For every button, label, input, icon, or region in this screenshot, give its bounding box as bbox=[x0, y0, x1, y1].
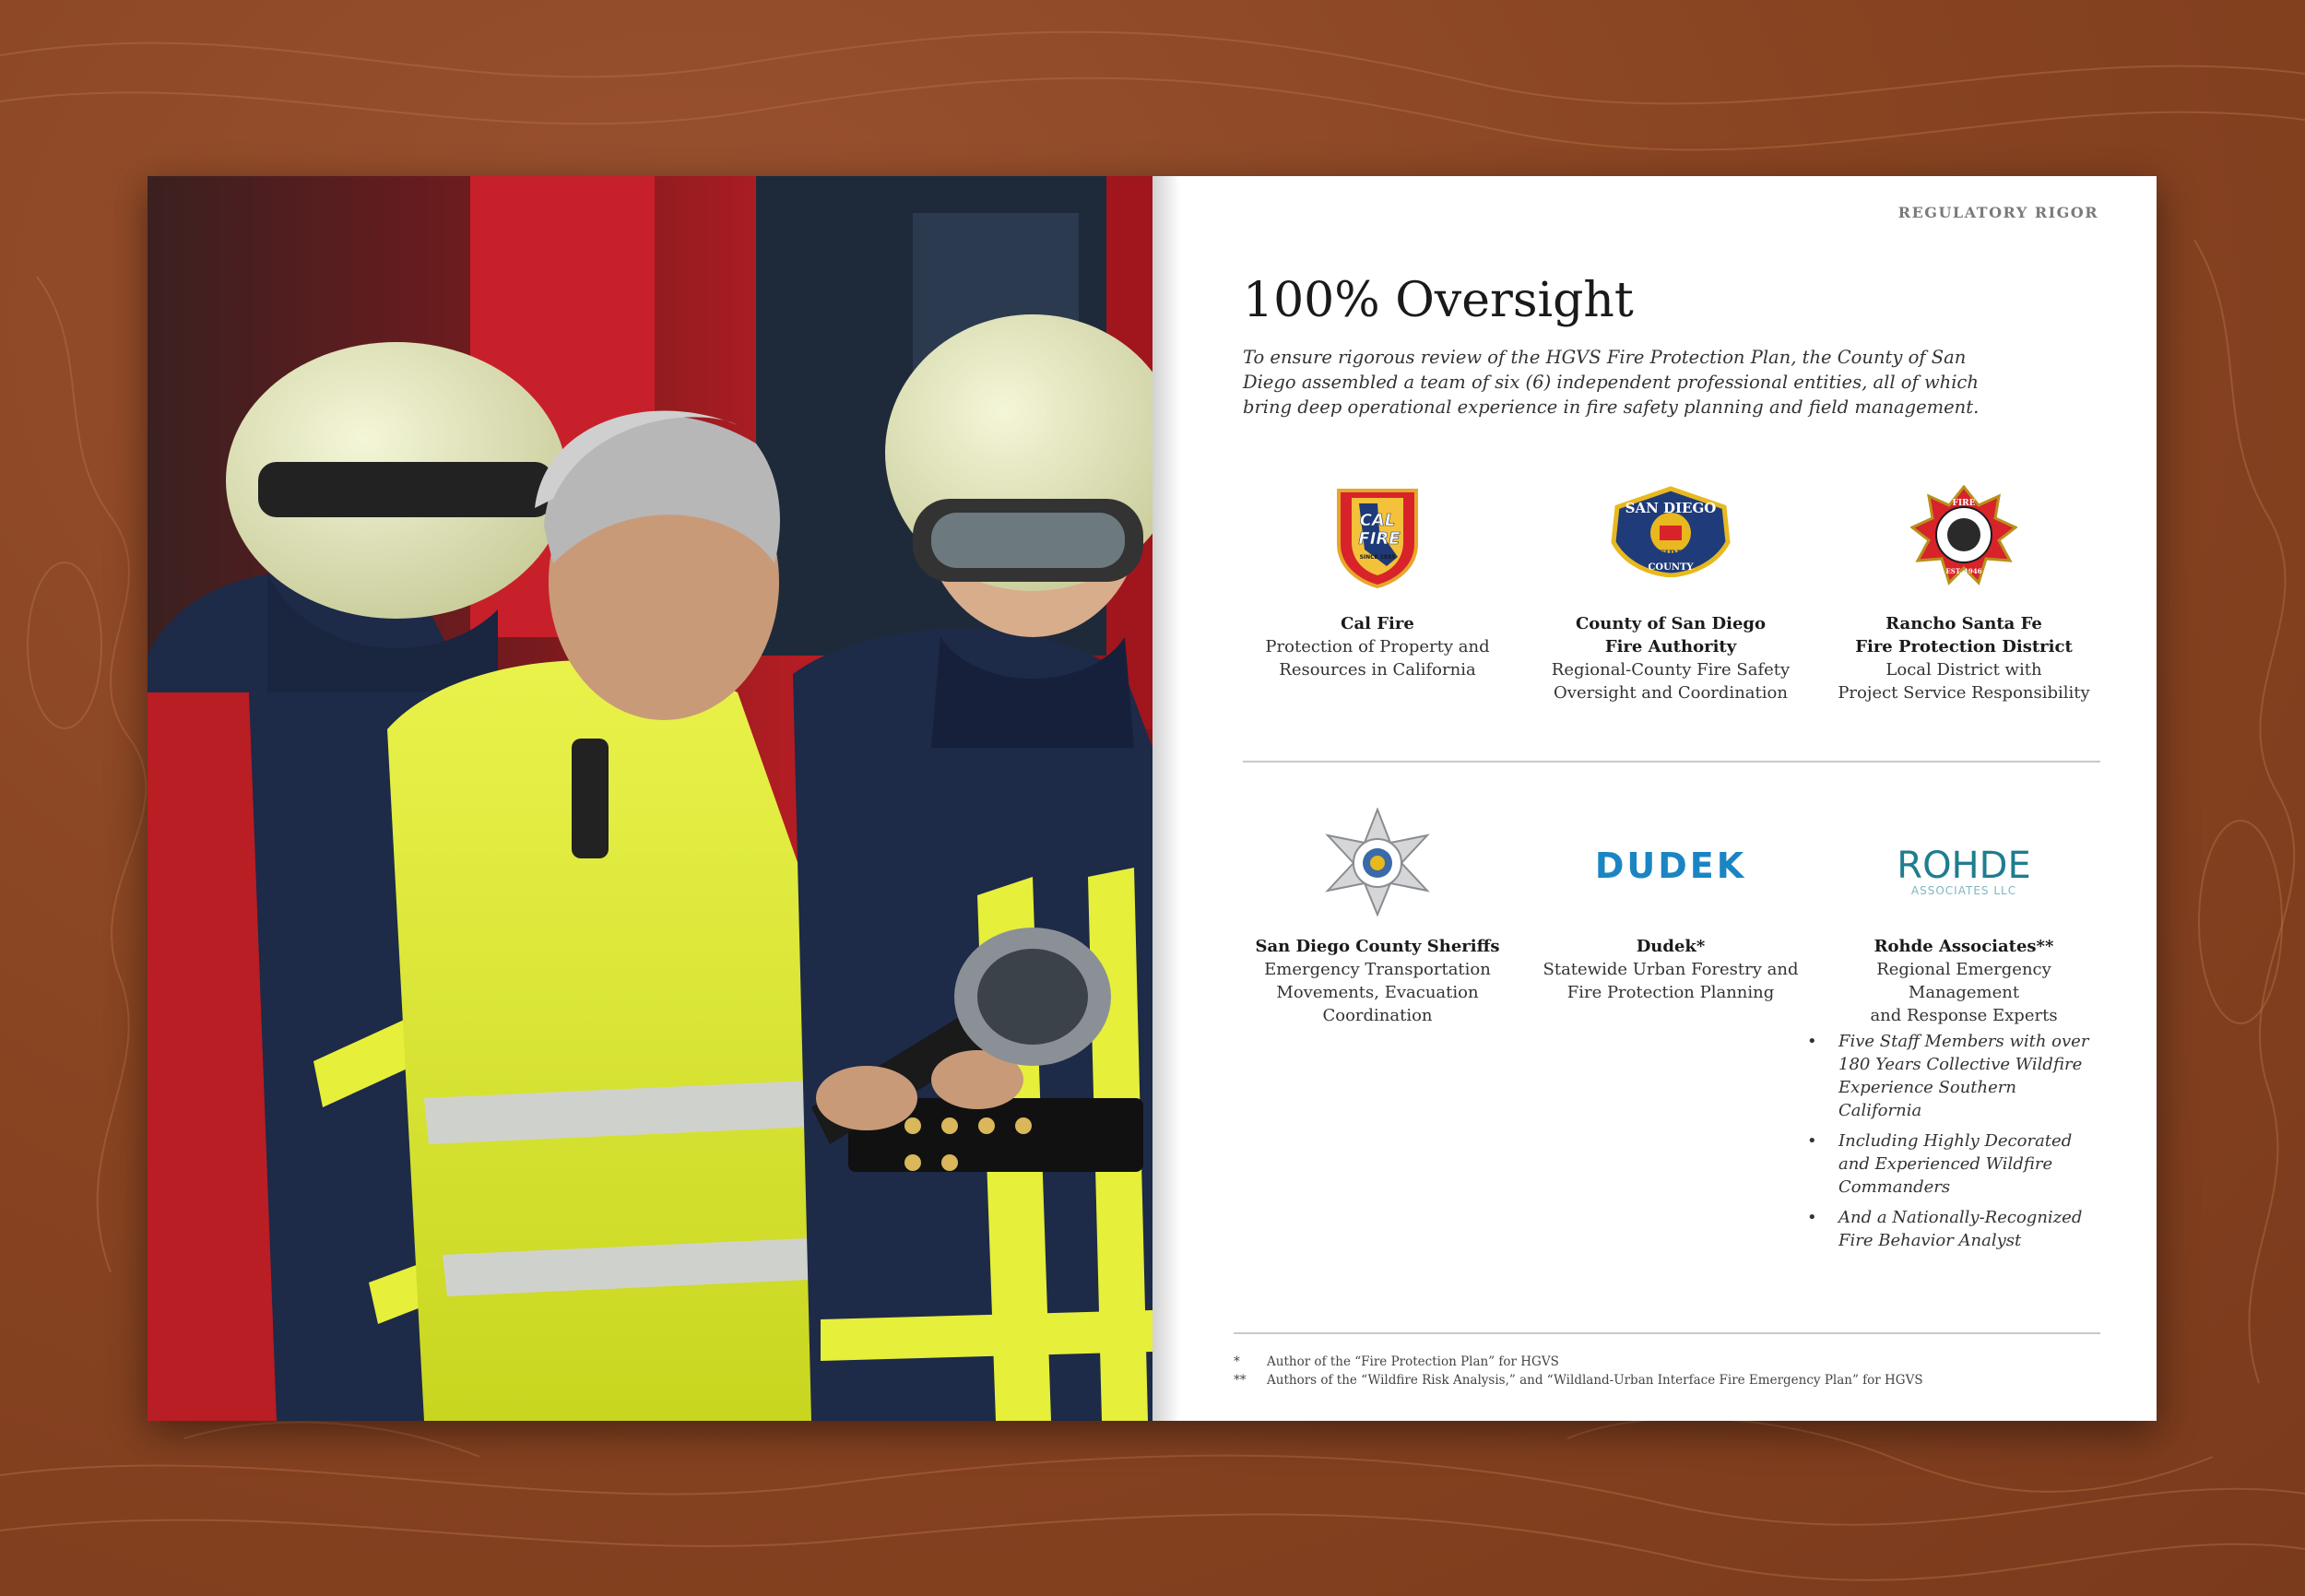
footnote-divider bbox=[1234, 1332, 2100, 1334]
entity-description-line-3: Coordination bbox=[1322, 1006, 1433, 1025]
rohde-logo-icon bbox=[1826, 808, 2102, 918]
entity-cal-fire bbox=[1239, 485, 1516, 681]
brochure-spread bbox=[148, 176, 2157, 1421]
footnote-text: Authors of the “Wildfire Risk Analysis,” and “Wildland-Urban Interface Fire Emergency Plan” for HGVS bbox=[1267, 1373, 1923, 1388]
list-item: • Including Highly Decorated and Experienced Wildfire Commanders bbox=[1807, 1129, 2102, 1199]
entity-description-line-2: Fire Protection Planning bbox=[1566, 983, 1775, 1002]
maltese-cross-icon bbox=[1826, 485, 2102, 596]
entity-dudek bbox=[1532, 808, 1809, 1004]
list-item: • And a Nationally-Recognized Fire Behavior Analyst bbox=[1807, 1206, 2102, 1252]
entity-rohde-associates bbox=[1826, 808, 2102, 1027]
svg-text:COUNTY: COUNTY bbox=[1648, 562, 1694, 573]
svg-text:CAL: CAL bbox=[1359, 511, 1396, 530]
sheriff-star-icon bbox=[1239, 808, 1516, 918]
text-page bbox=[1152, 176, 2157, 1421]
entity-name-line-1: County of San Diego bbox=[1575, 614, 1767, 633]
footnotes bbox=[1234, 1353, 1923, 1389]
svg-text:FIRE: FIRE bbox=[1358, 529, 1401, 549]
footnote-mark: ** bbox=[1234, 1373, 1247, 1388]
svg-text:EST. 1946: EST. 1946 bbox=[1945, 567, 1982, 575]
entity-name: Rohde Associates** bbox=[1874, 937, 2054, 956]
entity-description-line-1: Regional-County Fire Safety bbox=[1551, 660, 1791, 680]
entity-name-line-2: Fire Authority bbox=[1604, 637, 1737, 656]
section-divider bbox=[1243, 761, 2100, 763]
svg-text:ASSOCIATES LLC: ASSOCIATES LLC bbox=[1910, 884, 2017, 897]
entity-rancho-santa-fe bbox=[1826, 485, 2102, 704]
footnote bbox=[1234, 1371, 1923, 1389]
entity-name-line-2: Fire Protection District bbox=[1855, 637, 2073, 656]
svg-text:ROHDE: ROHDE bbox=[1897, 845, 2031, 887]
svg-text:SAN DIEGO: SAN DIEGO bbox=[1625, 500, 1717, 516]
entity-description-line-1: Local District with bbox=[1885, 660, 2042, 680]
entity-name: Cal Fire bbox=[1341, 614, 1414, 633]
section-label: REGULATORY RIGOR bbox=[1897, 204, 2098, 221]
entity-county-san-diego-fire bbox=[1532, 485, 1809, 704]
footnote-mark: * bbox=[1234, 1354, 1240, 1369]
entity-sd-sheriffs bbox=[1239, 808, 1516, 1027]
list-item: • Five Staff Members with over 180 Years Collective Wildfire Experience Southern California bbox=[1807, 1030, 2102, 1122]
entity-description: Protection of Property and Resources in California bbox=[1265, 637, 1490, 680]
svg-text:SINCE 1885: SINCE 1885 bbox=[1359, 554, 1396, 561]
entity-name: San Diego County Sheriffs bbox=[1255, 937, 1500, 956]
entity-description-line-1: Emergency Transportation bbox=[1264, 960, 1491, 979]
entity-description-line-2: and Response Experts bbox=[1870, 1006, 2058, 1025]
entity-description-line-2: Oversight and Coordination bbox=[1554, 683, 1788, 703]
san-diego-fire-seal-icon bbox=[1532, 485, 1809, 596]
rohde-bullet-list bbox=[1807, 1030, 2102, 1259]
entity-name-line-1: Rancho Santa Fe bbox=[1885, 614, 2042, 633]
entity-description-line-2: Project Service Responsibility bbox=[1838, 683, 2090, 703]
dudek-logo-icon bbox=[1532, 808, 1809, 918]
cal-fire-badge-icon bbox=[1239, 485, 1516, 596]
firefighters-photo bbox=[148, 176, 1152, 1421]
page-title: 100% Oversight bbox=[1243, 273, 1634, 328]
entity-description-line-1: Statewide Urban Forestry and bbox=[1543, 960, 1799, 979]
svg-text:FIRE: FIRE bbox=[1952, 499, 1976, 508]
footnote-text: Author of the “Fire Protection Plan” for HGVS bbox=[1267, 1354, 1559, 1369]
entity-description-line-1: Regional Emergency Management bbox=[1876, 960, 2051, 1002]
svg-text:DUDEK: DUDEK bbox=[1594, 845, 1747, 886]
entity-name: Dudek* bbox=[1636, 937, 1706, 956]
intro-paragraph: To ensure rigorous review of the HGVS Fire Protection Plan, the County of San Diego assembled a team of six (6) independent professional entities, all of which bring deep operational experience in fire safety planning and field management. bbox=[1243, 347, 1980, 418]
svg-text:FIRE: FIRE bbox=[1658, 550, 1684, 560]
footnote bbox=[1234, 1353, 1923, 1371]
entity-description-line-2: Movements, Evacuation bbox=[1276, 983, 1479, 1002]
page-gutter-shadow bbox=[1152, 176, 1180, 1421]
